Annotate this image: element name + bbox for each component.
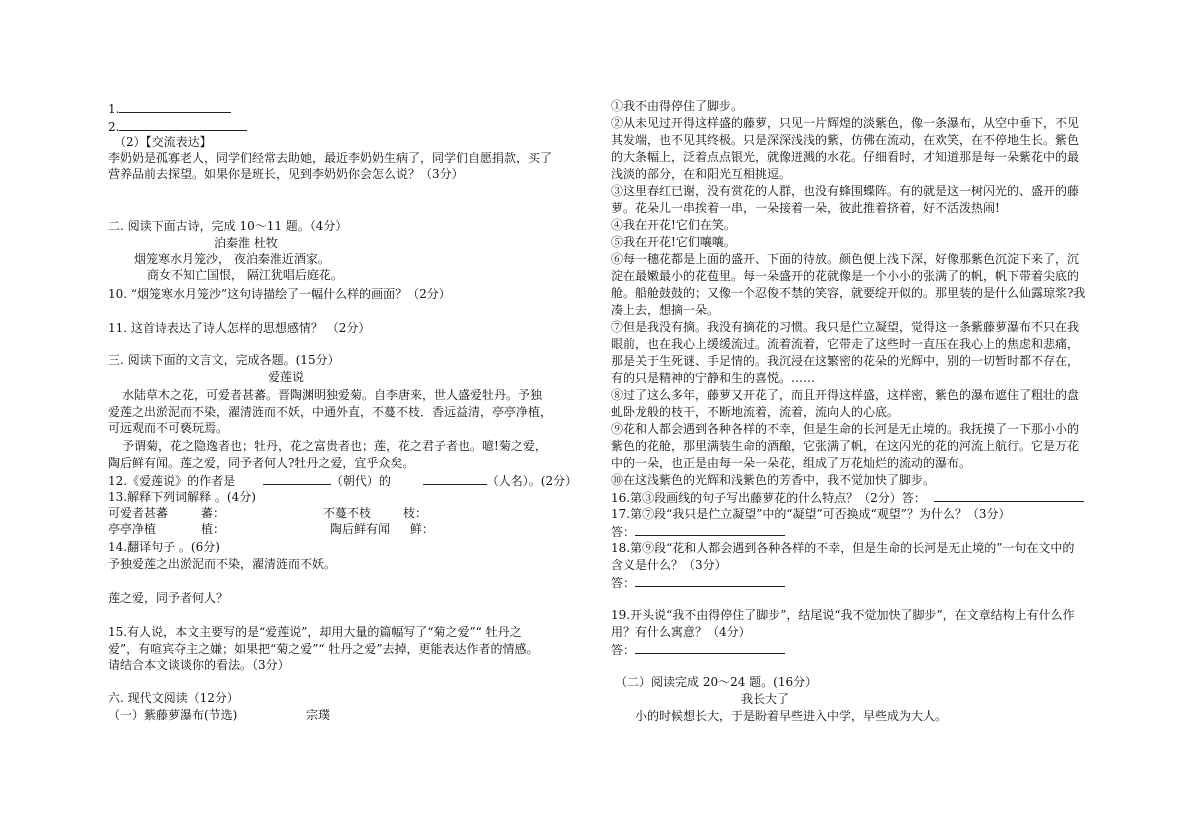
answer-blank[interactable] xyxy=(423,472,487,485)
passage-paragraph: ⑧过了这么多年，藤萝又开花了，而且开得这样盛，这样密，紫色的瀑布遮住了粗壮的盘 xyxy=(611,388,1080,402)
passage-paragraph: ③这里春红已谢，没有赏花的人群，也没有蜂围蝶阵。有的就是这一树闪光的、盛开的藤 xyxy=(611,184,1080,198)
answer-blank[interactable] xyxy=(635,523,785,536)
modern-author: 宗璞 xyxy=(306,708,331,722)
part2-heading: （二）阅读完成 20～24 题。(16分） xyxy=(615,675,818,689)
prose-paragraph: 予谓菊，花之隐逸者也；牡丹，花之富贵者也；莲，花之君子者也。噫!菊之爱， xyxy=(122,439,547,453)
passage-paragraph: ④我在开花!它们在笑。 xyxy=(611,218,736,232)
question-15: 爱”，有喧宾夺主之嫌；如果把“菊之爱”“ 牡丹之爱”去掉，更能表达作者的情感。 xyxy=(108,642,539,656)
passage-paragraph: ⑩在这浅紫色的光辉和浅紫色的芳香中，我不觉加快了脚步。 xyxy=(611,473,936,487)
passage-paragraph: ⑤我在开花!它们嚷嚷。 xyxy=(611,235,736,249)
question-16-text: 16.第③段画线的句子写出藤萝花的什么特点？（2分）答： xyxy=(611,491,926,505)
answer-blank[interactable] xyxy=(934,489,1084,502)
vocab-item: 不蔓不枝 xyxy=(323,506,372,520)
passage-paragraph: 虬卧龙般的枝干，不断地流着，流着，流向人的心底。 xyxy=(611,405,900,419)
passage-paragraph: 眼前，也在我心上缓缓流过。流着流着，它带走了这些时一直压在我心上的焦虑和悲痛， xyxy=(611,337,1080,351)
question-1-number: 1. xyxy=(108,102,120,116)
answer-blank[interactable] xyxy=(119,118,247,131)
question-17: 17.第⑦段“我只是伫立凝望”中的“凝望”可否换成“观望”？为什么？（3分） xyxy=(611,507,1011,521)
part2-text: 小的时候想长大，于是盼着早些进入中学，早些成为大人。 xyxy=(635,709,948,723)
translate-sentence: 莲之爱，同予者何人？ xyxy=(108,591,229,605)
question-15: 15.有人说，本文主要写的是“爱莲说”，却用大量的篇幅写了“菊之爱”“ 牡丹之 xyxy=(108,625,522,639)
question-1 xyxy=(108,100,231,117)
answer-blank[interactable] xyxy=(635,574,785,587)
passage-paragraph: 凑上去，想摘一朵。 xyxy=(611,303,720,317)
passage-paragraph: 舱。船舱鼓鼓的；又像一个忍俊不禁的笑容，就要绽开似的。那里装的是什么仙露琼浆?我 xyxy=(611,286,1086,300)
poem-line: 烟笼寒水月笼沙， 夜泊秦淮近酒家。 xyxy=(134,252,330,266)
translate-sentence: 予独爱莲之出淤泥而不染，濯清涟而不妖。 xyxy=(108,557,337,571)
vocab-item: 陶后鲜有闻 xyxy=(330,522,391,536)
vocab-item: 亭亭净植 xyxy=(108,522,157,536)
poem-line: 商女不知亡国恨， 隔江犹唱后庭花。 xyxy=(147,268,343,282)
question-15: 请结合本文谈谈你的看法。（3分） xyxy=(108,658,290,672)
prose-title: 爱莲说 xyxy=(268,370,305,384)
prose-section-heading: 三. 阅读下面的文言文，完成各题。(15分） xyxy=(108,353,340,367)
passage-paragraph: 的大条幅上，泛着点点银光，就像迸溅的水花。仔细看时，才知道那是每一朵紫花中的最 xyxy=(611,150,1080,164)
passage-paragraph: 中的一朵，也正是由每一朵一朵花，组成了万花灿烂的流动的瀑布。 xyxy=(611,456,972,470)
question-18: 18.第⑨段“花和人都会遇到各种各样的不幸，但是生命的长河是无止境的”一句在文中的 xyxy=(611,541,1075,555)
question-12-text: 12.《爱莲说》的作者是 xyxy=(108,474,236,488)
passage-paragraph: 其发端，也不见其终极。只是深深浅浅的紫，仿佛在流动，在欢笑，在不停地生长。紫色 xyxy=(611,133,1080,147)
question-11: 11. 这首诗表达了诗人怎样的思想感情？ （2分） xyxy=(108,321,371,335)
passage-paragraph: 萝。花朵儿一串挨着一串，一朵接着一朵，彼此推着挤着，好不活泼热闹! xyxy=(611,201,1000,215)
passage-paragraph: 有的只是精神的宁静和生的喜悦。…… xyxy=(611,371,816,385)
prose-paragraph: 可远观而不可亵玩焉。 xyxy=(108,421,229,435)
poem-section-heading: 二. 阅读下面古诗，完成 10～11 题。（4分） xyxy=(108,219,348,233)
question-13: 13.解释下列词解释 。(4分) xyxy=(108,490,256,504)
exchange-text: 营养品前去探望。如果你是班长，见到李奶奶你会怎么说？（3分） xyxy=(108,167,464,181)
question-2 xyxy=(108,118,247,135)
vocab-item: 蕃： xyxy=(201,506,226,520)
question-19: 19.开头说“我不由得停住了脚步”，结尾说“我不觉加快了脚步”，在文章结构上有什么作 xyxy=(611,608,1075,622)
question-2-number: 2. xyxy=(108,120,120,134)
exchange-text: 李奶奶是孤寡老人，同学们经常去助她，最近李奶奶生病了，同学们自愿捐款，买了 xyxy=(108,151,553,165)
passage-paragraph: ⑥每一穗花都是上面的盛开、下面的待放。颜色便上浅下深，好像那紫色沉淀下来了，沉 xyxy=(611,252,1080,266)
passage-paragraph: 紫色的花舱，那里满装生命的酒酿，它张满了帆，在这闪光的花的河流上航行。它是万花 xyxy=(611,439,1080,453)
exchange-heading: （2）【交流表达】 xyxy=(114,135,212,149)
answer-blank[interactable] xyxy=(119,100,231,113)
prose-paragraph: 陶后鲜有闻。莲之爱，同予者何人?牡丹之爱，宜乎众矣。 xyxy=(108,456,415,470)
question-12-text: （朝代）的 xyxy=(330,474,391,488)
question-14: 14.翻译句子 。(6分) xyxy=(108,540,220,554)
question-18: 含义是什么？（3分） xyxy=(611,558,727,572)
part2-title: 我长大了 xyxy=(741,692,790,706)
question-12-text: （人名）。(2分） xyxy=(486,474,578,488)
question-18-answer xyxy=(611,574,785,591)
passage-paragraph: ⑦但是我没有摘。我没有摘花的习惯。我只是伫立凝望，觉得这一条紫藤萝瀑布不只在我 xyxy=(611,320,1080,334)
prose-paragraph: 水陆草木之花，可爱者甚蕃。晋陶渊明独爱菊。自李唐来，世人盛爱牡丹。予独 xyxy=(122,388,543,402)
passage-paragraph: 那是关于生死谜、手足情的。我沉浸在这繁密的花朵的光辉中，别的一切暂时都不存在， xyxy=(611,354,1080,368)
answer-label: 答： xyxy=(611,525,636,539)
passage-paragraph: ⑨花和人都会遇到各种各样的不幸，但是生命的长河是无止境的。我抚摸了一下那小小的 xyxy=(611,422,1080,436)
poem-title: 泊秦淮 杜牧 xyxy=(214,236,278,250)
prose-paragraph: 爱莲之出淤泥而不染，濯清涟而不妖，中通外直，不蔓不枝．香远益清，亭亭净植， xyxy=(108,405,553,419)
answer-label: 答： xyxy=(611,643,636,657)
passage-paragraph: ②从未见过开得这样盛的藤萝，只见一片辉煌的淡紫色，像一条瀑布，从空中垂下，不见 xyxy=(611,116,1080,130)
passage-paragraph: 淀在最嫩最小的花苞里。每一朵盛开的花就像是一个小小的张满了的帆，帆下带着尖底的 xyxy=(611,269,1080,283)
question-10: 10. “烟笼寒水月笼沙”这句诗描绘了一幅什么样的画面？（2分） xyxy=(108,287,451,301)
answer-blank[interactable] xyxy=(263,472,331,485)
passage-paragraph: 浅淡的部分，在和阳光互相挑逗。 xyxy=(611,167,792,181)
question-16 xyxy=(611,489,1084,506)
passage-paragraph: ①我不由得停住了脚步。 xyxy=(611,99,744,113)
modern-subheading: （一）紫藤萝瀑布(节选) xyxy=(108,708,238,722)
question-17-answer xyxy=(611,523,785,540)
answer-label: 答： xyxy=(611,576,636,590)
question-19: 用？有什么寓意？（4分） xyxy=(611,625,751,639)
vocab-item: 枝： xyxy=(403,506,428,520)
vocab-item: 植： xyxy=(201,522,226,536)
vocab-item: 可爱者甚蕃 xyxy=(108,506,169,520)
modern-section-heading: 六. 现代文阅读（12分） xyxy=(108,691,239,705)
question-12 xyxy=(108,472,577,489)
question-19-answer xyxy=(611,641,785,658)
vocab-item: 鲜： xyxy=(410,522,435,536)
answer-blank[interactable] xyxy=(635,641,785,654)
